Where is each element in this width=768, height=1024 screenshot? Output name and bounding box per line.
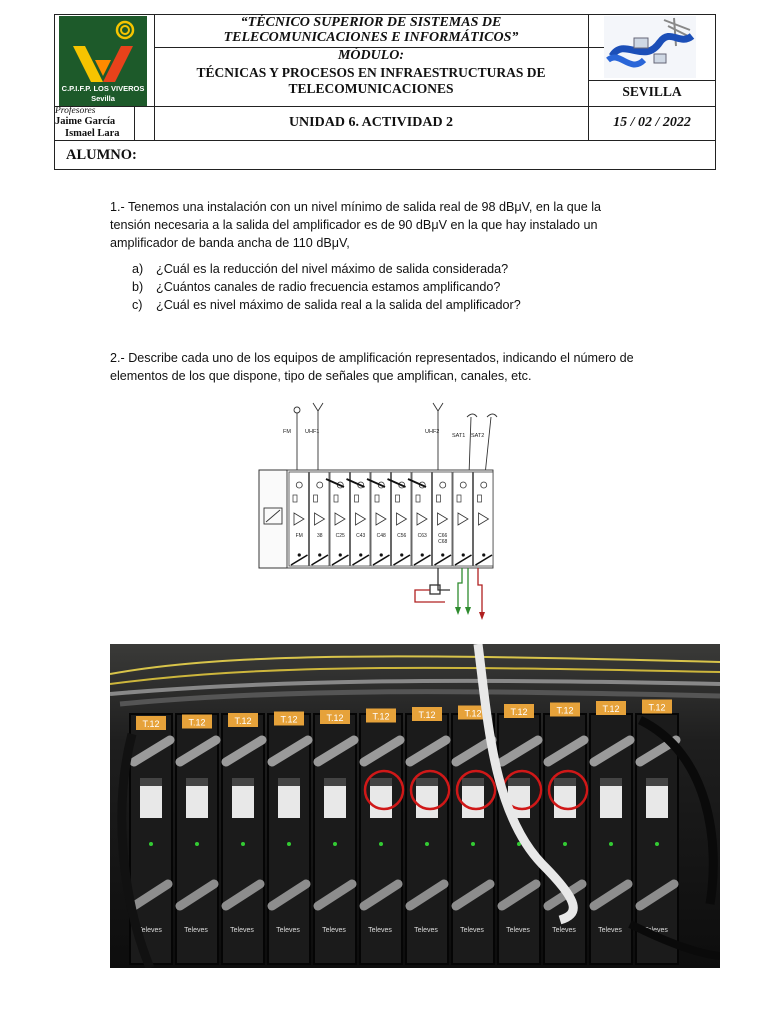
brand-label: Televes: [414, 927, 438, 934]
module-label: C43: [356, 533, 366, 539]
question-1-line: amplificador de banda ancha de 110 dBμV,: [110, 236, 350, 250]
amplifier-module: [310, 472, 330, 566]
student-label: ALUMNO:: [66, 147, 137, 163]
course-title-line1: “TÉCNICO SUPERIOR DE SISTEMAS DE: [240, 15, 502, 30]
module-name-line2: TELECOMUNICACIONES: [288, 81, 454, 96]
rack-module: [406, 707, 449, 964]
module-label: C63: [417, 533, 427, 539]
course-title: [156, 15, 586, 45]
rack-module: [544, 703, 587, 965]
list-item: [132, 260, 692, 278]
brand-label: Televes: [138, 927, 162, 934]
module-tag: T.12: [326, 713, 344, 723]
module-label: FM: [295, 533, 303, 539]
divider: [588, 80, 716, 81]
school-logo-mark: [59, 16, 147, 88]
question-2: [110, 349, 710, 385]
network-cable-image: [604, 16, 696, 78]
brand-label: Televes: [276, 927, 300, 934]
divider: [54, 140, 716, 141]
teacher-list: [55, 116, 135, 140]
module-tag: T.12: [188, 717, 206, 728]
question-1-line: 1.- Tenemos una instalación con un nivel mínimo de salida real de 98 dBμV, en la que la: [110, 200, 602, 214]
brand-label: Televes: [230, 927, 254, 934]
city-label: SEVILLA: [622, 84, 682, 99]
module-tag: T.12: [648, 702, 666, 713]
module-label: C68: [438, 539, 448, 545]
module-name: [156, 65, 586, 97]
module-tag: T.12: [372, 711, 390, 722]
teacher-name: Ismael Lara: [65, 128, 120, 139]
profesores-label: Profesores: [55, 106, 96, 116]
rack-module: [590, 701, 632, 964]
module-tag: T.12: [280, 714, 298, 725]
brand-label: Televes: [460, 927, 484, 934]
module-tag: T.12: [234, 716, 252, 726]
amplifier-diagram: [255, 395, 505, 625]
divider: [154, 106, 716, 107]
amplifier-module: [453, 472, 473, 566]
question-2-line: elementos de los que dispone, tipo de señales que amplifican, canales, etc.: [110, 369, 532, 383]
divider: [154, 14, 155, 140]
list-item: [132, 278, 692, 296]
logo-city: Sevilla: [91, 94, 115, 103]
rack-module: [360, 709, 403, 965]
list-item-text: ¿Cuál es nivel máximo de salida real a la salida del amplificador?: [156, 298, 521, 312]
rack-module: [176, 714, 218, 964]
question-1-subitems: [132, 260, 692, 314]
module-label: MÓDULO:: [337, 48, 405, 63]
brand-label: Televes: [506, 927, 530, 934]
amplifier-module: [433, 472, 453, 566]
question-1-line: tensión necesaria a la salida del amplificador es de 90 dBμV en la que hay instalado un: [110, 218, 598, 232]
date-label: 15 / 02 / 2022: [613, 115, 691, 130]
list-marker: a): [132, 262, 144, 276]
module-tag: T.12: [464, 708, 482, 719]
brand-label: Televes: [368, 927, 392, 934]
module-label: C66: [438, 533, 448, 539]
module-label: 38: [316, 533, 323, 539]
question-2-line: 2.- Describe cada uno de los equipos de amplificación representados, indicando el número de: [110, 351, 634, 365]
module-name-line1: TÉCNICAS Y PROCESOS EN INFRAESTRUCTURAS DE: [196, 65, 546, 80]
diagram-label: UHF2: [425, 429, 440, 435]
rack-module: [222, 713, 264, 964]
list-item-text: ¿Cuántos canales de radio frecuencia estamos amplificando?: [156, 280, 501, 294]
list-item-text: ¿Cuál es la reducción del nivel máximo de salida considerada?: [156, 262, 509, 276]
rack-module: [314, 710, 356, 964]
amplifier-module: [474, 472, 494, 566]
diagram-label: SAT2: [471, 433, 485, 439]
module-label: C56: [397, 533, 407, 539]
list-marker: b): [132, 280, 144, 294]
diagram-label: FM: [283, 429, 291, 435]
amplifier-module: [289, 472, 309, 566]
module-tag: T.12: [556, 705, 574, 716]
module-tag: T.12: [602, 704, 620, 714]
brand-label: Televes: [184, 927, 208, 934]
module-tag: T.12: [418, 710, 436, 720]
brand-label: Televes: [322, 927, 346, 934]
module-label: C25: [335, 533, 345, 539]
amplifier-rack-photo: [110, 644, 720, 968]
rack-module: [268, 712, 310, 965]
diagram-label: SAT1: [452, 433, 466, 439]
module-tag: T.12: [510, 707, 528, 717]
teacher-name: Jaime García: [55, 116, 116, 127]
logo-school-name: C.P.I.F.P. LOS VIVEROS: [61, 84, 145, 93]
list-marker: c): [132, 298, 143, 312]
course-title-line2: TELECOMUNICACIONES E INFORMÁTICOS”: [223, 30, 519, 45]
brand-label: Televes: [644, 927, 668, 934]
list-item: [132, 296, 692, 314]
school-logo: [59, 16, 147, 106]
module-label: C48: [376, 533, 386, 539]
module-tag: T.12: [142, 719, 160, 729]
diagram-label: UHF1: [305, 429, 320, 435]
brand-label: Televes: [598, 927, 622, 934]
unit-title: UNIDAD 6. ACTIVIDAD 2: [288, 115, 454, 130]
question-1: [110, 198, 710, 252]
brand-label: Televes: [552, 927, 576, 934]
